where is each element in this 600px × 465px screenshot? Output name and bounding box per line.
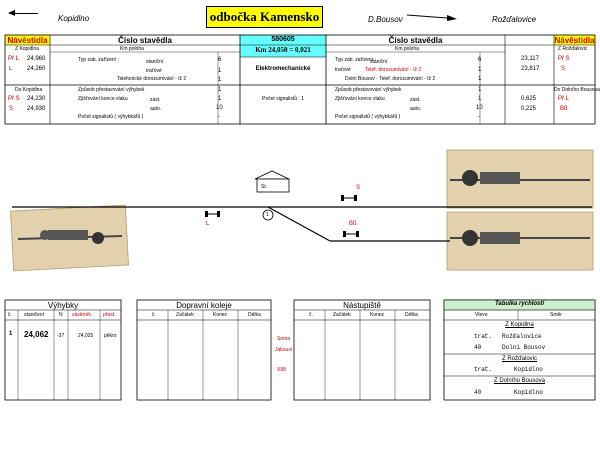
rozdalovic-row1-right: Kopidlno (514, 366, 543, 373)
zpusob-left: Způsob přestavování výhybek (78, 87, 145, 93)
lower-right-km-1: 0,625 (521, 96, 537, 102)
zjist-sub2-left: auto. (150, 106, 162, 112)
dop-col-konec: Konec (213, 312, 228, 318)
zr-sub2: auto. (410, 106, 422, 112)
diagram-signal-s: S (356, 185, 361, 191)
tab-col-vlevo: Vlevo (475, 312, 488, 318)
dop-col-c: č. (152, 312, 156, 318)
dolni-bousov-right: Dolní Bousov - Telef. dorozumívání - Iž 2 (345, 76, 436, 82)
right-signal-2: S (561, 66, 566, 72)
left-signal-1: Př L (8, 56, 20, 62)
dopravni-title: Dopravní koleje (176, 301, 232, 310)
left-signal-2: L (9, 66, 13, 72)
zl-value-3: 10 (216, 105, 223, 111)
vyhybky-title: Výhybky (47, 301, 79, 310)
zr-value-1: 1 (478, 87, 482, 93)
left-km-2: 24,260 (27, 66, 46, 72)
section-heading-kopidlna: Z Kopidlna (505, 322, 534, 328)
tab-col-smer: Směr (550, 312, 562, 318)
dop-col-zacatek: Začátek (176, 312, 194, 318)
left-value-6: 6 (218, 57, 222, 63)
zr-value-3: 10 (476, 105, 483, 111)
dop-col-delka: Délka (248, 312, 261, 318)
building-label: St. (261, 184, 268, 190)
stanicni-right: staniční (370, 59, 388, 65)
vy-col-prest: přest. (103, 312, 116, 318)
navestidla-left-header: Návěstidla (7, 36, 48, 45)
navestidla-right-header: Návěstidla (554, 36, 595, 45)
station-km: Km 24,050 = 0,021 (255, 46, 311, 54)
zr-value-2: 1 (478, 96, 482, 102)
nastupiste-title: Nástupiště (343, 301, 381, 310)
z-kopidlna-label: Z Kopidlna (15, 46, 39, 52)
zjistovani-right: Zjišťování konce vlaku (335, 96, 385, 102)
vy-col-zavernik: závěrník (72, 312, 91, 318)
diagram-signal-bs: Bß (349, 221, 357, 227)
right-km-2: 23,817 (521, 66, 540, 72)
kopidlna-row1-right: Rožďalovice (502, 333, 542, 340)
vy-col-n: N (59, 312, 63, 318)
right-station-1-label: D.Bousov (368, 15, 403, 24)
diagram-signal-l: L (206, 221, 210, 227)
tratove-right: traťové (335, 67, 351, 73)
nas-col-zacatek: Začátek (333, 312, 351, 318)
bousov-row1-right: Kopidlno (514, 389, 543, 396)
nas-col-delka: Délka (405, 312, 418, 318)
km-poloha-right: Km poloha (395, 46, 419, 52)
station-code: 580605 (271, 36, 295, 43)
do-kopidlna-label: Do Kopidlna (15, 87, 43, 93)
lower-left-signal-1: Př S (8, 96, 20, 102)
right-signal-1: Př S (558, 56, 570, 62)
right-value-1b: 1 (478, 76, 482, 82)
elektromechanicke-label: Elektromechanické (255, 66, 311, 72)
station-title: odbočka Kamensko (209, 9, 320, 24)
kopidlna-row2-right: Dolní Bousov (502, 344, 546, 351)
lower-left-km-2: 24,930 (27, 106, 46, 112)
zl-value-1: 1 (218, 87, 222, 93)
zjist-sub1-left: zast. (150, 97, 161, 103)
vy-row-n: -37 (57, 333, 65, 339)
telef-right: Telef. dorozumívání - Iž 2 (365, 67, 422, 73)
lower-right-km-2: 0,225 (521, 106, 537, 112)
left-value-1: 1 (218, 68, 222, 74)
pocet-right: Počet signalistů ( výhybkářů ) (335, 114, 401, 120)
zl-value-4: - (218, 114, 220, 120)
mid-note-3: X98 (277, 367, 286, 373)
kopidlna-row2-left: 40 (474, 344, 482, 351)
nas-col-c: č. (309, 312, 313, 318)
vy-col-staniceni: staničení (24, 312, 45, 318)
mid-note-2: Jakousí (275, 347, 293, 353)
stanicni-left: staniční (146, 59, 164, 65)
zr-value-4: - (478, 114, 480, 120)
tratove-left: traťové (146, 68, 162, 74)
rozdalovic-row1-left: trať. (474, 366, 493, 373)
tabulka-title: Tabulka rychlostí (494, 301, 545, 307)
vy-row-zavernik: 24,025 (78, 333, 94, 339)
right-value-1: 1 (478, 67, 482, 73)
vy-row-staniceni: 24,062 (24, 330, 49, 339)
kopidlna-row1-left: trať. (474, 333, 493, 340)
mid-note-1: Sema (277, 336, 291, 342)
right-station-2-label: Rožďalovice (492, 15, 537, 24)
lower-right-signal-1: Př L (558, 96, 570, 102)
pocet-signalistu-center: Počet signalistů : 1 (262, 96, 304, 102)
right-value-6: 6 (478, 57, 482, 63)
lower-left-km-1: 24,230 (27, 96, 46, 102)
km-poloha-left: Km poloha (120, 46, 144, 52)
vy-row-c: 1 (9, 331, 13, 337)
typ-zarizeni-right: Typ zab. zařízení : (335, 57, 376, 63)
bousov-row1-left: 40 (474, 389, 482, 396)
left-station-label: Kopidlno (58, 14, 90, 23)
lower-left-signal-2: S (9, 106, 14, 112)
section-heading-dolni-bousov: Z Dolního Bousova (493, 378, 546, 384)
right-km-1: 23,117 (521, 56, 539, 62)
section-heading-rozdalovic: Z Rožďalovic (501, 356, 538, 362)
left-value-1b: 1 (218, 77, 222, 83)
vy-col-c: č. (8, 312, 12, 318)
switch-number: 1 (266, 212, 269, 218)
zpusob-right: Způsob přestavování výhybek (335, 87, 402, 93)
zr-sub1: zast. (410, 97, 421, 103)
pocet-left: Počet signalistů ( výhybkářů ) (78, 114, 144, 120)
telefonicke-left: Telefonické dorozumívání - Iž 2 (117, 76, 187, 82)
nas-col-konec: Konec (370, 312, 385, 318)
do-bousova-label: Do Dolního Bousova (554, 87, 600, 93)
zjistovani-left: Zjišťování konce vlaku (78, 96, 128, 102)
left-km-1: 24,960 (27, 56, 46, 62)
vy-row-prest: pěkro (104, 333, 117, 339)
cislo-stavedla-left-header: Číslo stavědla (118, 36, 172, 45)
lower-right-signal-2: Bß (560, 106, 568, 112)
cislo-stavedla-right-header: Číslo stavědla (388, 36, 443, 45)
z-rozdalovice-label: Z Rožďalovic (558, 46, 588, 52)
typ-zarizeni-left: Typ zab. zařízení : (78, 57, 119, 63)
zl-value-2: 1 (218, 96, 222, 102)
